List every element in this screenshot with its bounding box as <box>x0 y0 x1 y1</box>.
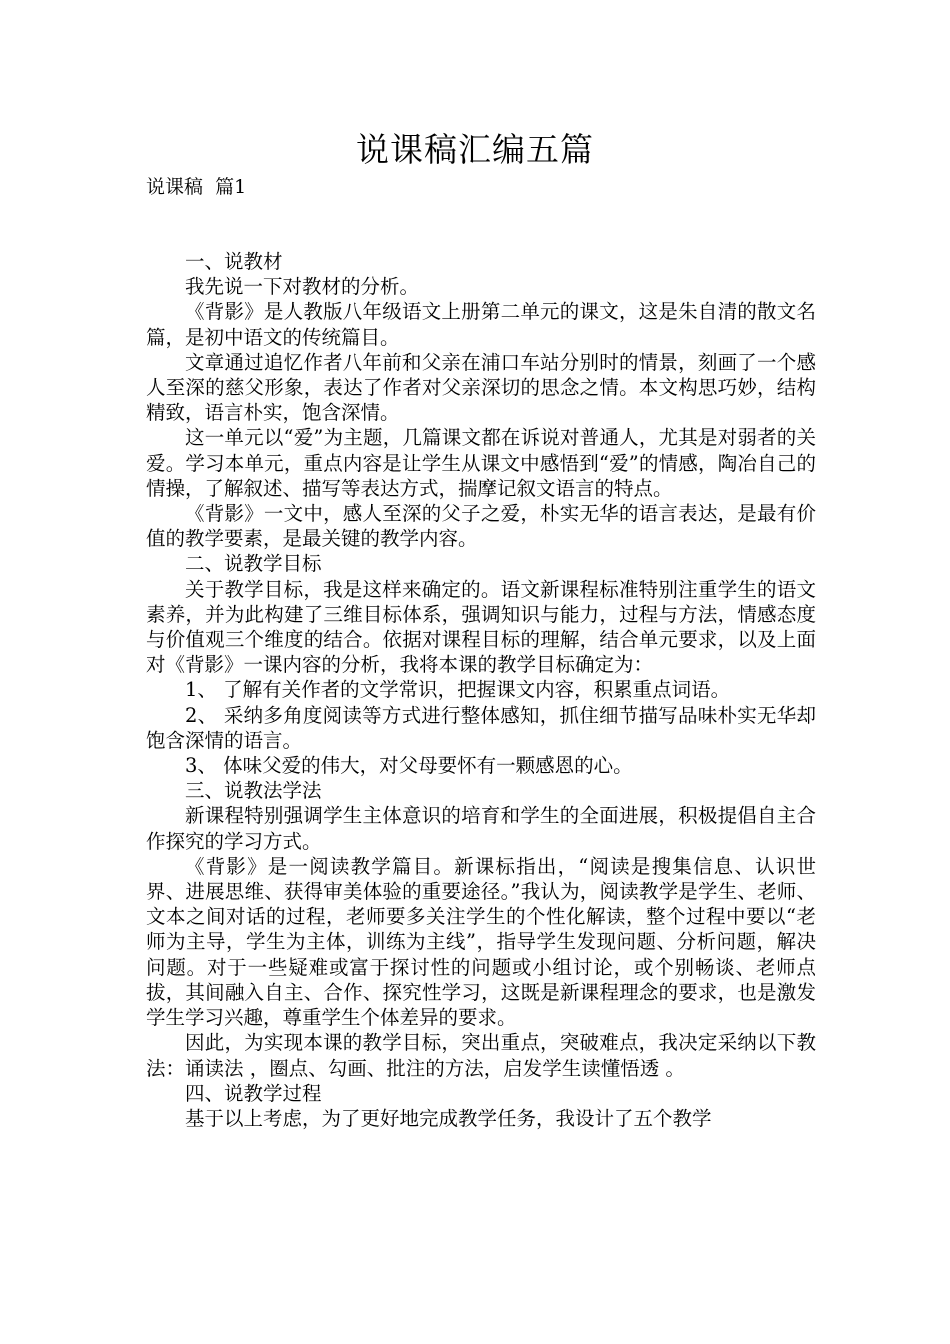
document-body <box>146 249 816 1131</box>
document-title: 说课稿汇编五篇 <box>356 130 594 169</box>
list-item: 2、 采纳多角度阅读等方式进行整体感知，抓住细节描写品味朴实无华却饱含深情的语言。 <box>146 703 816 752</box>
section-heading: 二、说教学目标 <box>185 552 322 576</box>
section-heading: 四、说教学过程 <box>185 1081 322 1105</box>
list-item: 3、 体味父爱的伟大，对父母要怀有一颗感恩的心。 <box>185 754 633 778</box>
section-heading: 三、说教法学法 <box>185 779 322 803</box>
paragraph: 《背影》是人教版八年级语文上册第二单元的课文，这是朱自清的散文名篇，是初中语文的传统篇目。 <box>146 300 816 349</box>
paragraph: 这一单元以“爱”为主题，几篇课文都在诉说对普通人，尤其是对弱者的关爱。学习本单元，重点内容是让学生从课文中感悟到“爱”的情感，陶冶自己的情操，了解叙述、描写等表达方式，揣摩记叙文语言的特点。 <box>146 426 816 500</box>
section-label: 说课稿 篇1 <box>146 176 247 198</box>
paragraph: 基于以上考虑，为了更好地完成教学任务，我设计了五个教学 <box>185 1106 712 1130</box>
paragraph: 新课程特别强调学生主体意识的培育和学生的全面进展，积极提倡自主合作探究的学习方式。 <box>146 804 816 853</box>
paragraph: 因此，为实现本课的教学目标，突出重点，突破难点，我决定采纳以下教法：诵读法 ，圈点、勾画、批注的方法，启发学生读懂悟透 。 <box>146 1031 816 1080</box>
paragraph: 关于教学目标，我是这样来确定的。语文新课程标准特别注重学生的语文素养，并为此构建了三维目标体系，强调知识与能力，过程与方法，情感态度与价值观三个维度的结合。依据对课程目标的理解，结合单元要求，以及上面对《背影》一课内容的分析，我将本课的教学目标确定为： <box>146 577 816 677</box>
section-heading: 一、说教材 <box>185 250 283 273</box>
paragraph: 《背影》一文中，感人至深的父子之爱，朴实无华的语言表达，是最有价值的教学要素，是最关键的教学内容。 <box>146 502 816 551</box>
paragraph: 《背影》是一阅读教学篇目。新课标指出，“阅读是搜集信息、认识世界、进展思维、获得审美体验的重要途径。”我认为，阅读教学是学生、老师、文本之间对话的过程，老师要多关注学生的个性化解读，整个过程中要以“老师为主导，学生为主体，训练为主线”，指导学生发现问题、分析问题，解决问题。对于一些疑难或富于探讨性的问题或小组讨论，或个别畅谈、老师点拔，其间融入自主、合作、探究性学习，这既是新课程理念的要求，也是激发学生学习兴趣，尊重学生个体差异的要求。 <box>146 854 816 1030</box>
paragraph: 文章通过追忆作者八年前和父亲在浦口车站分别时的情景，刻画了一个感人至深的慈父形象，表达了作者对父亲深切的思念之情。本文构思巧妙，结构精致，语言朴实，饱含深情。 <box>146 350 816 425</box>
paragraph: 我先说一下对教材的分析。 <box>185 275 420 299</box>
list-item: 1、 了解有关作者的文学常识，把握课文内容，积累重点词语。 <box>185 678 731 702</box>
